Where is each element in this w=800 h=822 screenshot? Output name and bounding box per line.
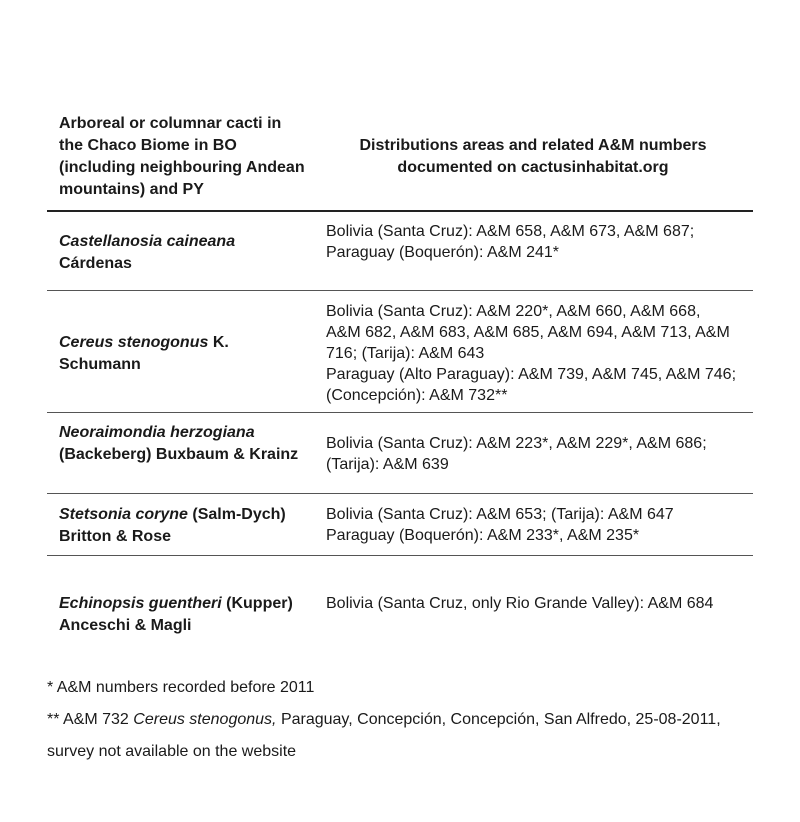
footnote-2-text: Paraguay, Concepción, Concepción, San Alfredo, 25-08-2011, survey not available on the website (47, 711, 721, 760)
species-name (59, 422, 309, 466)
distribution-line: Paraguay (Boquerón): A&M 241* (326, 244, 560, 261)
footnote-2-prefix: ** A&M 732 (47, 711, 129, 728)
species-binomial: Neoraimondia herzogiana (59, 424, 255, 441)
species-author: K. Schumann (59, 334, 229, 373)
row-divider (47, 493, 753, 494)
distribution-cell (326, 433, 736, 475)
distribution-line: Bolivia (Santa Cruz): A&M 653; (Tarija): A&M 647 (326, 506, 674, 523)
distribution-cell (326, 301, 736, 406)
species-author: Cárdenas (59, 255, 132, 272)
species-binomial: Stetsonia coryne (59, 506, 188, 523)
species-binomial: Echinopsis guentheri (59, 595, 222, 612)
species-name (59, 593, 309, 637)
distribution-cell (326, 504, 736, 546)
species-name (59, 332, 309, 376)
distribution-line: Bolivia (Santa Cruz): A&M 658, A&M 673, A&M 687; (326, 223, 695, 240)
distribution-line: Bolivia (Santa Cruz): A&M 223*, A&M 229*, A&M 686; (Tarija): A&M 639 (326, 435, 707, 473)
footnote-2-species: Cereus stenogonus, (133, 711, 277, 728)
species-author: (Kupper) Anceschi & Magli (59, 595, 293, 634)
species-author: (Salm-Dych) Britton & Rose (59, 506, 286, 545)
distribution-line: Bolivia (Santa Cruz, only Rio Grande Valley): A&M 684 (326, 595, 714, 612)
footnote-2 (47, 704, 767, 768)
row-divider (47, 412, 753, 413)
header-rule (47, 210, 753, 212)
distribution-line: Bolivia (Santa Cruz): A&M 220*, A&M 660, A&M 668, A&M 682, A&M 683, A&M 685, A&M 694, A&M 713, A&M 716; (Tarija): A&M 643 (326, 303, 730, 362)
distribution-cell (326, 593, 736, 614)
species-name (59, 231, 309, 275)
distribution-line: Paraguay (Boquerón): A&M 233*, A&M 235* (326, 527, 640, 544)
row-divider (47, 555, 753, 556)
species-name (59, 504, 309, 548)
distribution-cell (326, 221, 736, 263)
species-binomial: Cereus stenogonus (59, 334, 209, 351)
species-binomial: Castellanosia caineana (59, 233, 236, 250)
footnote-1: * A&M numbers recorded before 2011 (47, 679, 315, 696)
row-divider (47, 290, 753, 291)
table-header-species: Arboreal or columnar cacti in the Chaco Biome in BO (including neighbouring Andean mountains) and PY (59, 115, 305, 198)
distribution-line: Paraguay (Alto Paraguay): A&M 739, A&M 745, A&M 746; (Concepción): A&M 732** (326, 366, 737, 404)
species-author: (Backeberg) Buxbaum & Krainz (59, 446, 299, 463)
table-header-distribution: Distributions areas and related A&M numbers documented on cactusinhabitat.org (359, 137, 707, 176)
